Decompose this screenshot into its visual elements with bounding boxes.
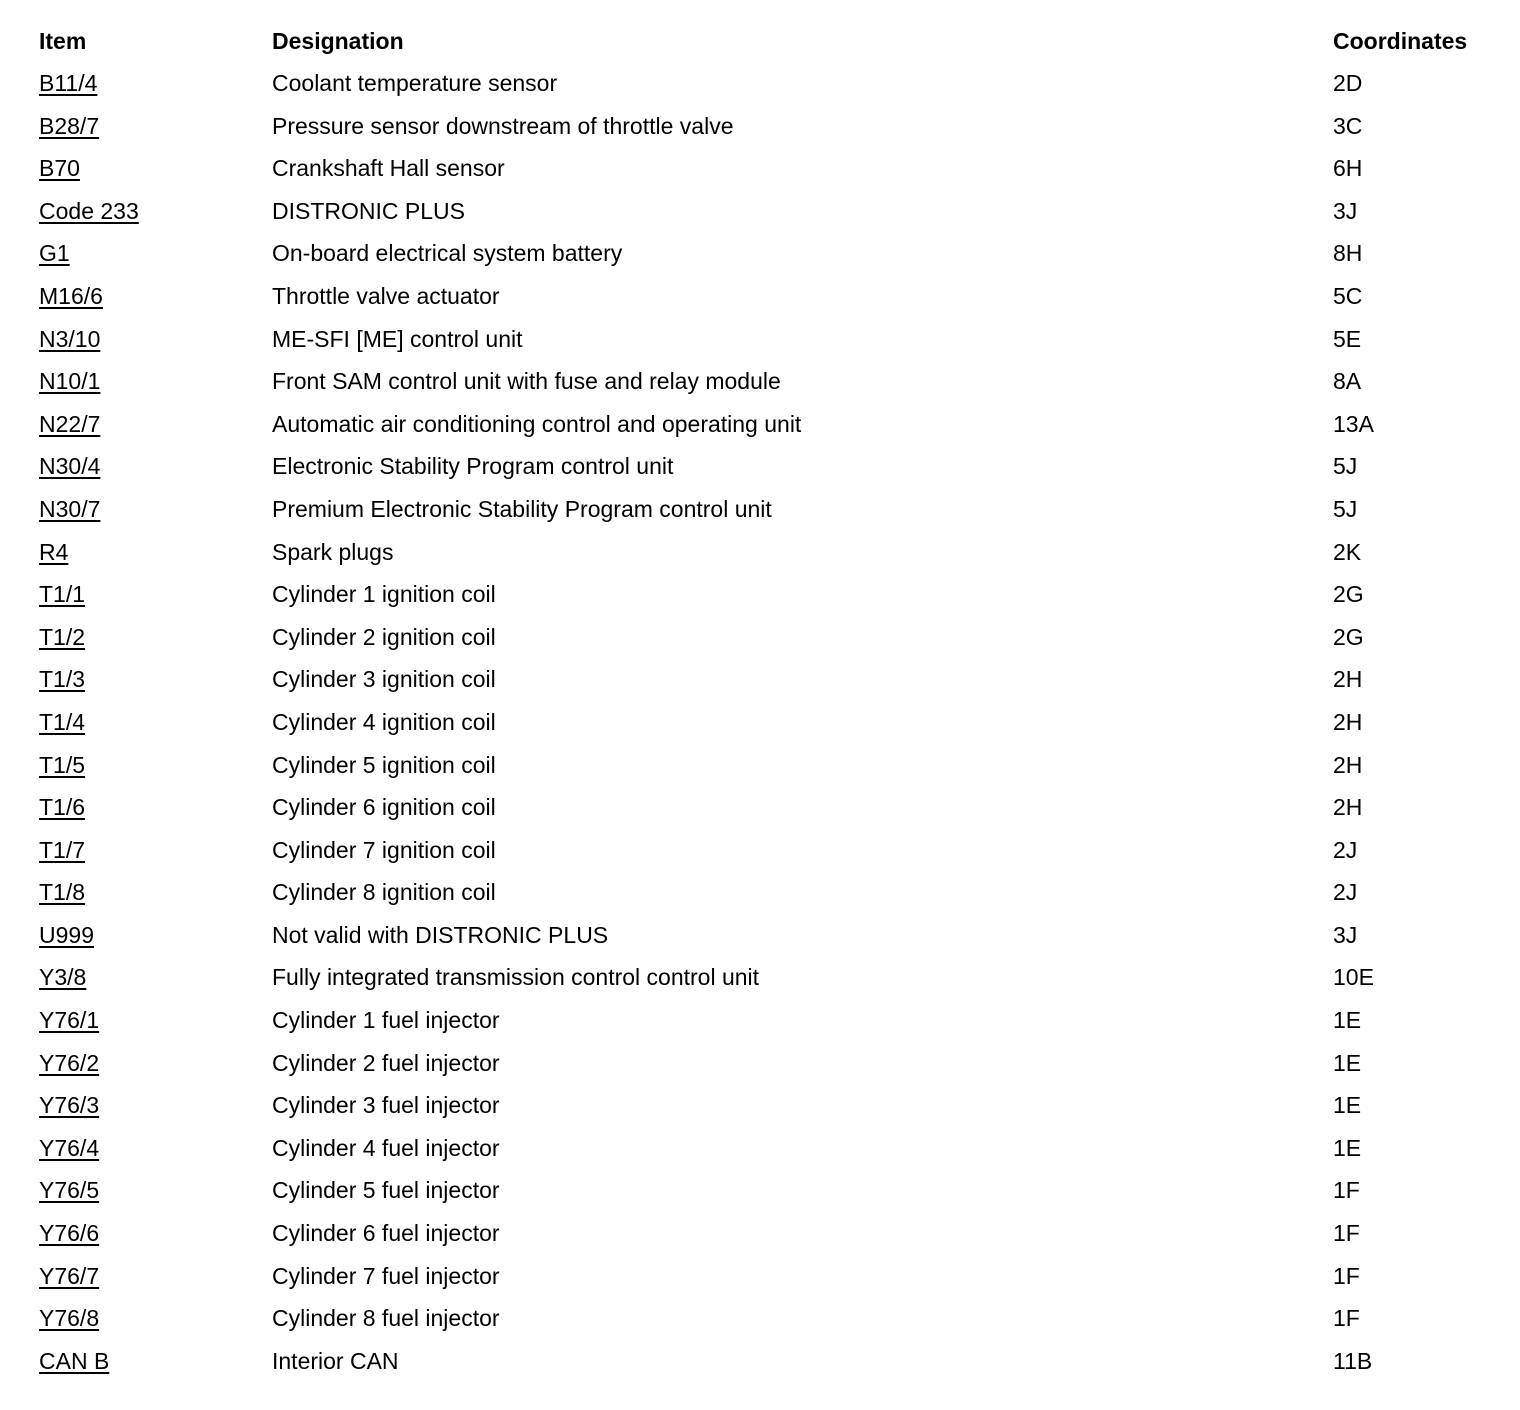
table-row bbox=[39, 531, 1499, 574]
designation-text: Coolant temperature sensor bbox=[272, 70, 558, 96]
item-link[interactable]: CAN B bbox=[39, 1347, 110, 1374]
legend-table bbox=[39, 20, 1499, 1382]
designation-text: DISTRONIC PLUS bbox=[272, 197, 465, 224]
item-link[interactable]: Code 233 bbox=[39, 197, 139, 224]
designation-text: On-board electrical system battery bbox=[272, 240, 623, 267]
designation-text: Throttle valve actuator bbox=[272, 282, 500, 309]
table-row bbox=[39, 658, 1499, 701]
coordinates-text: 2G bbox=[1333, 581, 1364, 608]
designation-text: Interior CAN bbox=[272, 1347, 399, 1374]
designation-text: Automatic air conditioning control and operating unit bbox=[272, 410, 802, 437]
designation-text: Front SAM control unit with fuse and relay module bbox=[272, 368, 781, 395]
table-row bbox=[39, 1255, 1499, 1298]
coordinates-text: 2K bbox=[1333, 538, 1362, 565]
table-row bbox=[39, 956, 1499, 999]
header-coordinates: Coordinates bbox=[1333, 28, 1468, 54]
coordinates-text: 2H bbox=[1333, 794, 1363, 821]
coordinates-text: 5E bbox=[1333, 325, 1362, 352]
item-link[interactable]: G1 bbox=[39, 240, 70, 267]
item-link[interactable]: T1/6 bbox=[39, 794, 86, 821]
item-link[interactable]: N3/10 bbox=[39, 325, 101, 352]
coordinates-text: 5J bbox=[1333, 453, 1358, 480]
coordinates-text: 2H bbox=[1333, 666, 1363, 693]
designation-text: Cylinder 6 fuel injector bbox=[272, 1220, 500, 1247]
table-row bbox=[39, 829, 1499, 872]
item-link[interactable]: Y76/6 bbox=[39, 1220, 100, 1247]
coordinates-text: 10E bbox=[1333, 964, 1374, 991]
coordinates-text: 11B bbox=[1333, 1347, 1373, 1374]
coordinates-text: 1F bbox=[1333, 1262, 1360, 1289]
item-link[interactable]: T1/7 bbox=[39, 836, 86, 863]
coordinates-text: 2G bbox=[1333, 623, 1364, 650]
table-row bbox=[39, 786, 1499, 829]
table-row bbox=[39, 232, 1499, 275]
item-link[interactable]: B70 bbox=[39, 155, 80, 182]
table-row bbox=[39, 1169, 1499, 1212]
item-link[interactable]: Y76/7 bbox=[39, 1262, 100, 1289]
table-row bbox=[39, 147, 1499, 190]
coordinates-text: 2H bbox=[1333, 751, 1363, 778]
table-row bbox=[39, 1340, 1499, 1383]
designation-text: Premium Electronic Stability Program control unit bbox=[272, 495, 772, 522]
table-row bbox=[39, 105, 1499, 148]
table-row bbox=[39, 616, 1499, 659]
table-row bbox=[39, 573, 1499, 616]
item-link[interactable]: N22/7 bbox=[39, 410, 101, 437]
coordinates-text: 2H bbox=[1333, 708, 1363, 735]
coordinates-text: 8H bbox=[1333, 240, 1363, 267]
item-link[interactable]: T1/8 bbox=[39, 879, 86, 906]
item-link[interactable]: N30/4 bbox=[39, 453, 101, 480]
designation-text: Crankshaft Hall sensor bbox=[272, 155, 505, 182]
item-link[interactable]: N10/1 bbox=[39, 368, 101, 395]
designation-text: Cylinder 7 fuel injector bbox=[272, 1262, 500, 1289]
item-link[interactable]: T1/2 bbox=[39, 623, 86, 650]
designation-text: Cylinder 1 ignition coil bbox=[272, 581, 496, 608]
designation-text: Cylinder 5 fuel injector bbox=[272, 1177, 500, 1204]
table-row bbox=[39, 1042, 1499, 1085]
coordinates-text: 5C bbox=[1333, 282, 1363, 309]
designation-text: Cylinder 8 ignition coil bbox=[272, 879, 496, 906]
table-row bbox=[39, 1084, 1499, 1127]
coordinates-text: 1E bbox=[1333, 1134, 1362, 1161]
item-link[interactable]: Y76/4 bbox=[39, 1134, 100, 1161]
item-link[interactable]: Y76/1 bbox=[39, 1007, 100, 1034]
designation-text: ME-SFI [ME] control unit bbox=[272, 325, 523, 352]
coordinates-text: 6H bbox=[1333, 155, 1363, 182]
item-link[interactable]: B11/4 bbox=[39, 70, 98, 96]
item-link[interactable]: M16/6 bbox=[39, 282, 103, 309]
item-link[interactable]: Y76/2 bbox=[39, 1049, 100, 1076]
table-row bbox=[39, 999, 1499, 1042]
table-header bbox=[39, 20, 1499, 62]
designation-text: Cylinder 3 ignition coil bbox=[272, 666, 496, 693]
item-link[interactable]: R4 bbox=[39, 538, 69, 565]
designation-text: Cylinder 2 fuel injector bbox=[272, 1049, 500, 1076]
designation-text: Cylinder 7 ignition coil bbox=[272, 836, 496, 863]
table-row bbox=[39, 744, 1499, 787]
designation-text: Cylinder 3 fuel injector bbox=[272, 1092, 500, 1119]
coordinates-text: 1E bbox=[1333, 1092, 1362, 1119]
designation-text: Cylinder 8 fuel injector bbox=[272, 1305, 500, 1332]
table-row bbox=[39, 403, 1499, 446]
coordinates-text: 5J bbox=[1333, 495, 1358, 522]
item-link[interactable]: U999 bbox=[39, 921, 94, 948]
designation-text: Cylinder 5 ignition coil bbox=[272, 751, 496, 778]
item-link[interactable]: T1/4 bbox=[39, 708, 86, 735]
table-row bbox=[39, 190, 1499, 233]
coordinates-text: 8A bbox=[1333, 368, 1362, 395]
table-row bbox=[39, 914, 1499, 957]
header-designation: Designation bbox=[272, 28, 404, 54]
designation-text: Pressure sensor downstream of throttle valve bbox=[272, 112, 734, 139]
table-row bbox=[39, 1297, 1499, 1340]
table-row bbox=[39, 1127, 1499, 1170]
coordinates-text: 1E bbox=[1333, 1007, 1362, 1034]
item-link[interactable]: Y76/8 bbox=[39, 1305, 100, 1332]
coordinates-text: 13A bbox=[1333, 410, 1374, 437]
table-row bbox=[39, 275, 1499, 318]
item-link[interactable]: T1/1 bbox=[39, 581, 86, 608]
item-link[interactable]: Y76/5 bbox=[39, 1177, 100, 1204]
table-body bbox=[39, 62, 1499, 1382]
designation-text: Electronic Stability Program control unit bbox=[272, 453, 674, 480]
item-link[interactable]: N30/7 bbox=[39, 495, 101, 522]
designation-text: Fully integrated transmission control control unit bbox=[272, 964, 760, 991]
table-row bbox=[39, 488, 1499, 531]
coordinates-text: 3C bbox=[1333, 112, 1363, 139]
designation-text: Cylinder 1 fuel injector bbox=[272, 1007, 500, 1034]
item-link[interactable]: B28/7 bbox=[39, 112, 100, 139]
designation-text: Not valid with DISTRONIC PLUS bbox=[272, 921, 609, 948]
coordinates-text: 2J bbox=[1333, 879, 1358, 906]
header-item: Item bbox=[39, 28, 87, 54]
table-row bbox=[39, 360, 1499, 403]
table-row bbox=[39, 701, 1499, 744]
item-link[interactable]: Y3/8 bbox=[39, 964, 87, 991]
coordinates-text: 1F bbox=[1333, 1305, 1360, 1332]
item-link[interactable]: T1/3 bbox=[39, 666, 86, 693]
item-link[interactable]: Y76/3 bbox=[39, 1092, 100, 1119]
table-row bbox=[39, 871, 1499, 914]
table-row bbox=[39, 62, 1499, 105]
designation-text: Spark plugs bbox=[272, 538, 394, 565]
designation-text: Cylinder 2 ignition coil bbox=[272, 623, 496, 650]
coordinates-text: 2D bbox=[1333, 70, 1363, 96]
coordinates-text: 2J bbox=[1333, 836, 1358, 863]
designation-text: Cylinder 4 ignition coil bbox=[272, 708, 496, 735]
coordinates-text: 3J bbox=[1333, 921, 1358, 948]
table-row bbox=[39, 1212, 1499, 1255]
coordinates-text: 1E bbox=[1333, 1049, 1362, 1076]
coordinates-text: 3J bbox=[1333, 197, 1358, 224]
designation-text: Cylinder 4 fuel injector bbox=[272, 1134, 500, 1161]
coordinates-text: 1F bbox=[1333, 1177, 1360, 1204]
designation-text: Cylinder 6 ignition coil bbox=[272, 794, 496, 821]
item-link[interactable]: T1/5 bbox=[39, 751, 86, 778]
table-row bbox=[39, 318, 1499, 361]
coordinates-text: 1F bbox=[1333, 1220, 1360, 1247]
table-row bbox=[39, 445, 1499, 488]
